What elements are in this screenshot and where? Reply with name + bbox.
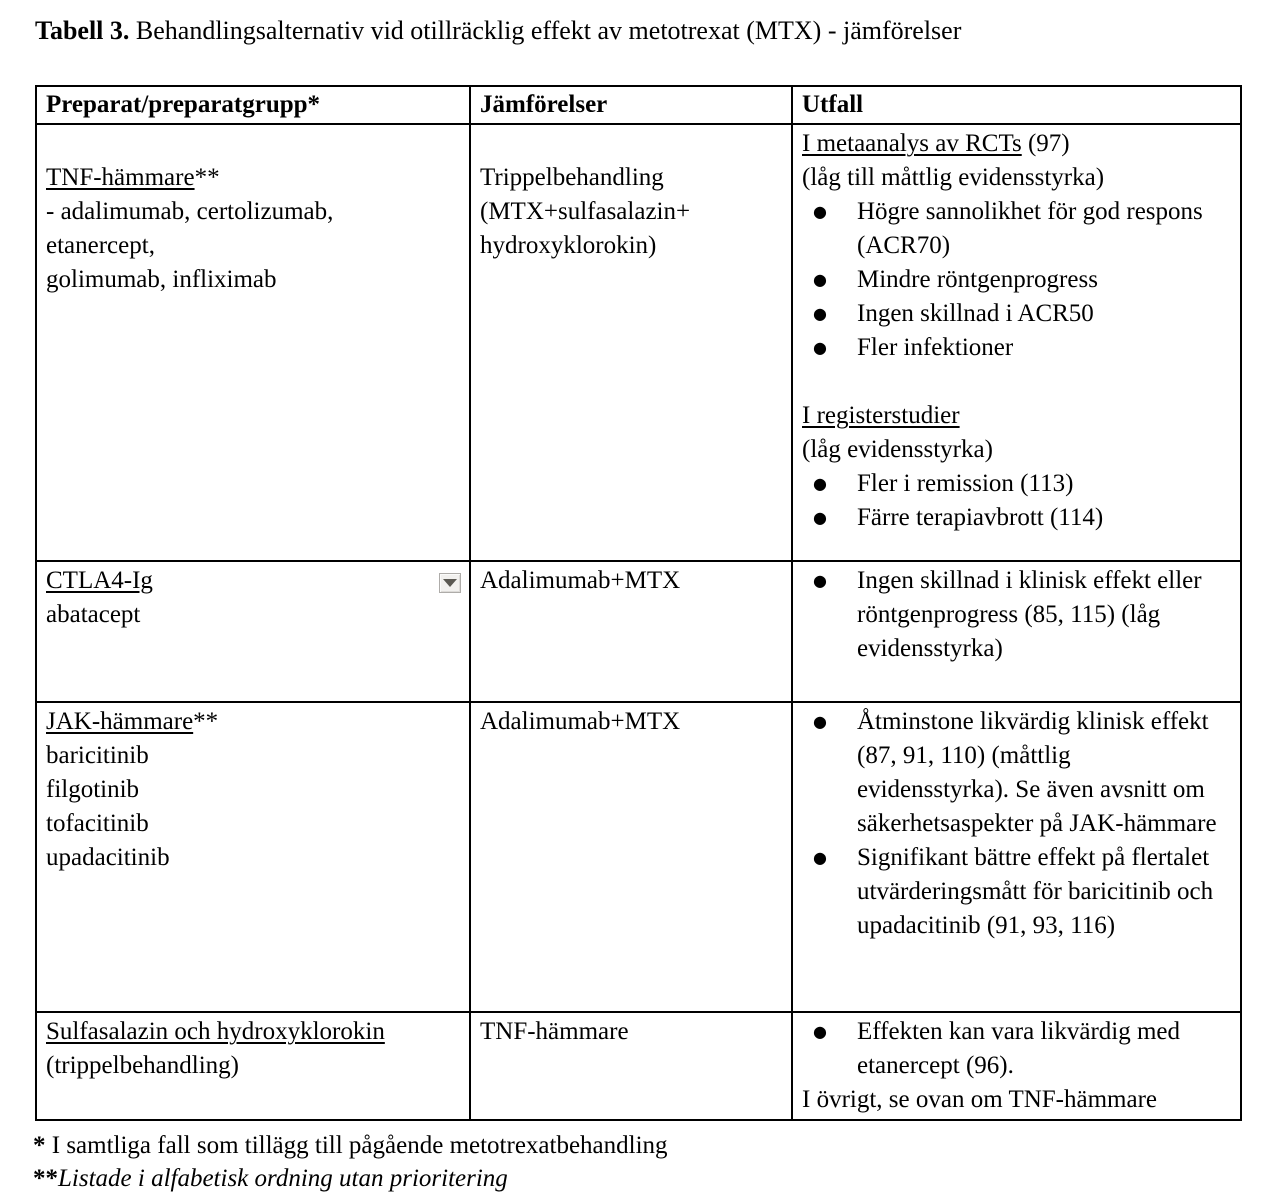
text-segment: hydroxyklorokin) (480, 232, 657, 259)
table-cell (36, 702, 470, 1012)
text-line (802, 365, 1226, 399)
text-line (46, 773, 461, 807)
table-row (36, 1012, 1241, 1120)
text-segment: Högre sannolikhet för god respons (ACR70) (857, 198, 1203, 259)
bullet-item (802, 297, 1226, 331)
text-segment: CTLA4-Ig (46, 567, 153, 594)
header-row (36, 86, 1241, 124)
text-segment: (låg till måttlig evidensstyrka) (802, 164, 1105, 191)
text-line (46, 841, 461, 875)
text-segment: Adalimumab+MTX (480, 567, 681, 594)
text-segment: Ingen skillnad i klinisk effekt eller röntgenprogress (85, 115) (låg evidensstyrka) (857, 567, 1202, 662)
text-segment: (trippelbehandling) (46, 1052, 239, 1079)
table-row (36, 561, 1241, 702)
text-segment: abatacept (46, 601, 141, 628)
down-triangle (443, 579, 457, 587)
text-segment: Signifikant bättre effekt på flertalet utvärderingsmått för baricitinib och upadacitinib (91, 93, 116) (857, 844, 1214, 939)
text-line (802, 161, 1226, 195)
bullet-icon: ● (813, 848, 827, 867)
bullet-icon: ● (813, 1022, 827, 1041)
table-cell (470, 1012, 792, 1120)
dropdown-arrow-icon[interactable] (439, 573, 461, 593)
text-line (480, 195, 783, 229)
bullet-icon: ● (813, 338, 827, 357)
table-cell (792, 702, 1241, 1012)
bullet-icon: ● (813, 508, 827, 527)
text-segment: filgotinib (46, 776, 140, 803)
text-line (480, 127, 783, 161)
text-segment: ** (194, 164, 220, 191)
text-segment: * (33, 1132, 46, 1159)
bullet-item (802, 331, 1226, 365)
text-segment: Trippelbehandling (480, 164, 664, 191)
text-line (802, 399, 1226, 433)
table-cell (792, 1012, 1241, 1120)
footnote (33, 1129, 1243, 1162)
table-cell (36, 561, 470, 702)
table-cell (36, 124, 470, 561)
text-segment: Behandlingsalternativ vid otillräcklig effekt av metotrexat (MTX) - jämförelser (129, 16, 962, 45)
table-cell (36, 1012, 470, 1120)
text-line (46, 127, 461, 161)
table-row (36, 702, 1241, 1012)
text-segment: golimumab, infliximab (46, 266, 277, 293)
text-segment: Fler infektioner (857, 334, 1014, 361)
text-segment: JAK-hämmare (46, 708, 194, 735)
bullet-icon: ● (813, 304, 827, 323)
table-cell (470, 702, 792, 1012)
text-segment: I registerstudier (802, 402, 960, 429)
text-segment: I övrigt, se ovan om TNF-hämmare (802, 1086, 1158, 1113)
text-line (46, 1049, 461, 1083)
text-line (46, 807, 461, 841)
bullet-item (802, 564, 1226, 666)
text-line (46, 564, 461, 598)
text-line (46, 229, 461, 263)
text-line (46, 705, 461, 739)
bullet-item (802, 841, 1226, 943)
table-caption (35, 14, 1243, 48)
table-cell (470, 124, 792, 561)
text-line (480, 1015, 783, 1049)
bullet-item (802, 705, 1226, 841)
text-segment: (låg evidensstyrka) (802, 436, 993, 463)
text-segment: TNF-hämmare (46, 164, 195, 191)
text-segment: Åtminstone likvärdig klinisk effekt (87, 91, 110) (måttlig evidensstyrka). Se även avsnitt om säkerhetsaspekter på JAK-hämmare (857, 708, 1217, 837)
text-segment: Tabell 3. (35, 16, 130, 45)
text-segment: - adalimumab, certolizumab, (46, 198, 334, 225)
text-segment: ** (33, 1165, 58, 1192)
text-line (46, 1015, 461, 1049)
text-segment: Sulfasalazin och hydroxyklorokin (46, 1018, 385, 1045)
text-line (480, 161, 783, 195)
text-segment: Ingen skillnad i ACR50 (857, 300, 1094, 327)
column-header-utfall: Utfall (792, 86, 1241, 124)
text-segment: I metaanalys av RCTs (802, 130, 1022, 157)
column-header-preparat: Preparat/preparatgrupp* (36, 86, 470, 124)
text-segment: baricitinib (46, 742, 149, 769)
text-segment: Effekten kan vara likvärdig med etanercept (96). (857, 1018, 1181, 1079)
text-line (802, 1083, 1226, 1117)
table-cell (470, 561, 792, 702)
text-segment: tofacitinib (46, 810, 149, 837)
bullet-item (802, 195, 1226, 263)
column-header-jamforelser: Jämförelser (470, 86, 792, 124)
bullet-icon: ● (813, 202, 827, 221)
text-segment: (97) (1021, 130, 1070, 157)
bullet-item (802, 1015, 1226, 1083)
text-segment: Mindre röntgenprogress (857, 266, 1098, 293)
text-line (480, 229, 783, 263)
text-segment: Adalimumab+MTX (480, 708, 681, 735)
table-row (36, 124, 1241, 561)
text-line (480, 705, 783, 739)
footnote (33, 1162, 1243, 1195)
text-segment: Listade i alfabetisk ordning utan prioritering (58, 1165, 508, 1192)
text-segment: ** (193, 708, 219, 735)
text-segment: upadacitinib (46, 844, 170, 871)
text-segment: Fler i remission (113) (857, 470, 1074, 497)
bullet-item (802, 467, 1226, 501)
footnotes (33, 1129, 1243, 1195)
table-cell (792, 561, 1241, 702)
table-cell (792, 124, 1241, 561)
text-segment: etanercept, (46, 232, 155, 259)
text-line (46, 598, 461, 632)
bullet-icon: ● (813, 571, 827, 590)
bullet-icon: ● (813, 712, 827, 731)
text-segment: I samtliga fall som tillägg till pågående metotrexatbehandling (45, 1132, 668, 1159)
bullet-item (802, 501, 1226, 535)
text-line (46, 161, 461, 195)
text-line (802, 127, 1226, 161)
comparison-table (35, 85, 1242, 1121)
bullet-icon: ● (813, 270, 827, 289)
bullet-icon: ● (813, 474, 827, 493)
text-line (46, 263, 461, 297)
text-line (802, 433, 1226, 467)
text-segment: TNF-hämmare (480, 1018, 629, 1045)
text-line (46, 195, 461, 229)
text-line (480, 564, 783, 598)
text-line (46, 739, 461, 773)
text-segment: (MTX+sulfasalazin+ (480, 198, 691, 225)
bullet-item (802, 263, 1226, 297)
text-segment: Färre terapiavbrott (114) (857, 504, 1104, 531)
